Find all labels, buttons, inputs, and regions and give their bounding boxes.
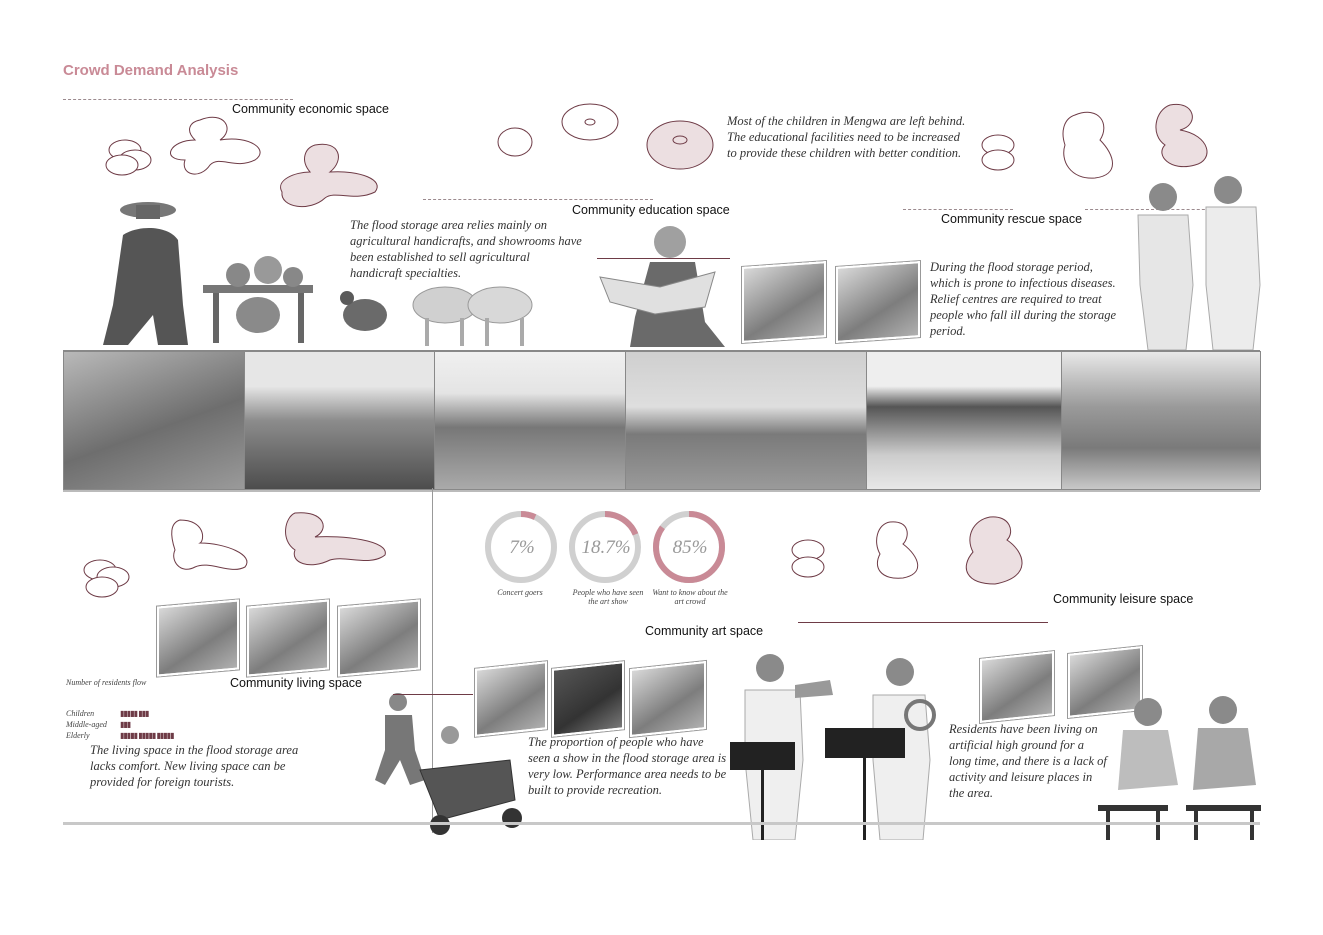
residents-chart (66, 708, 173, 741)
living-photo-1 (157, 599, 239, 676)
text-art: The proportion of people who have seen a show in the flood storage area is very low. Performance area needs to be built to provide recreation. (528, 735, 727, 797)
living-photo-3 (338, 599, 420, 676)
leisure-shapes (785, 512, 1065, 592)
education-arrow (597, 258, 730, 259)
label-rescue-space: Community rescue space (941, 212, 1083, 226)
disc-small (498, 128, 532, 156)
art-photo-1 (475, 661, 547, 737)
stat-label-1: Concert goers (497, 588, 543, 597)
photo-fields (434, 351, 626, 490)
photo-flood-rescue (1061, 351, 1261, 490)
text-living: The living space in the flood storage area lacks comfort. New living space can be provided for foreign tourists. (90, 743, 299, 789)
text-education: Most of the children in Mengwa are left behind. The educational facilities need to be increased to provide these children with better condition. (727, 114, 966, 160)
residents-title: Number of residents flow (66, 678, 147, 687)
curve-shape-white (172, 520, 247, 569)
residents-group-label: Elderly (66, 731, 90, 740)
livestock-figure (335, 270, 550, 350)
education-shapes (495, 100, 725, 180)
art-photo-3 (630, 661, 706, 737)
people-icons-middle-aged: ▮▮▮ (120, 720, 131, 729)
stat-value-2: 18.7% (581, 537, 631, 558)
text-economic: The flood storage area relies mainly on agricultural handicrafts, and showrooms have been established to sell agricultural handicraft specialties. (350, 218, 582, 280)
education-divider (423, 199, 653, 200)
education-photo-2 (836, 261, 920, 343)
disc-medium (562, 104, 618, 140)
living-arrow (393, 694, 473, 695)
farmer-figure (98, 195, 323, 355)
residents-group-label: Middle-aged (66, 720, 107, 729)
living-shapes (80, 505, 400, 605)
stat-label-3: Want to know about the art crowd (652, 588, 728, 606)
label-education-space: Community education space (572, 203, 730, 217)
residents-row-elderly (66, 730, 173, 741)
photo-ducks (866, 351, 1062, 490)
leisure-photo-1 (980, 651, 1054, 723)
curve-shape-pink (286, 513, 386, 565)
title-divider (63, 99, 293, 100)
page-title: Crowd Demand Analysis (63, 62, 239, 79)
residents-group-label: Children (66, 709, 95, 718)
people-icons-children: ▮▮▮▮▮ ▮▮▮ (120, 709, 149, 718)
label-living-space: Community living space (230, 676, 362, 690)
bottom-baseline (63, 822, 1260, 825)
blob-shape-white (1063, 112, 1112, 178)
photo-street (63, 351, 245, 490)
people-icons-elderly: ▮▮▮▮▮ ▮▮▮▮▮ ▮▮▮▮▮ (120, 731, 174, 740)
trefoil-shape-white (171, 117, 261, 174)
photo-strip (63, 350, 1260, 492)
education-photo-1 (742, 261, 826, 343)
photo-flooded-houses (244, 351, 435, 490)
stat-label-2: People who have seen the art show (572, 588, 644, 606)
stat-value-3: 85% (672, 537, 708, 558)
text-leisure: Residents have been living on artificial high ground for a long time, and there is a lack of activity and leisure places in the area. (949, 722, 1107, 800)
men-sitting-figure (1098, 690, 1263, 840)
doctors-figure (1128, 175, 1263, 350)
leisure-arrow (798, 622, 1048, 623)
label-leisure-space: Community leisure space (1053, 592, 1194, 606)
blob-shape-pink (1156, 104, 1207, 166)
art-photo-2 (552, 661, 624, 737)
text-rescue: During the flood storage period, which is prone to infectious diseases. Relief centres are required to treat people who fall ill during the storage period. (930, 260, 1117, 338)
stat-value-1: 7% (509, 537, 535, 558)
rescue-divider-left (903, 209, 1013, 210)
rescue-shapes (975, 100, 1225, 185)
residents-row-middle-aged (66, 719, 173, 730)
musicians-figure (725, 650, 945, 840)
residents-row-children (66, 708, 173, 719)
photo-farmers (625, 351, 867, 490)
stacked-discs-icon (106, 140, 151, 175)
reading-child-figure (595, 222, 735, 352)
label-economic-space: Community economic space (232, 102, 390, 116)
label-art-space: Community art space (645, 624, 764, 638)
disc-large-pink (647, 121, 713, 169)
living-photo-2 (247, 599, 329, 676)
